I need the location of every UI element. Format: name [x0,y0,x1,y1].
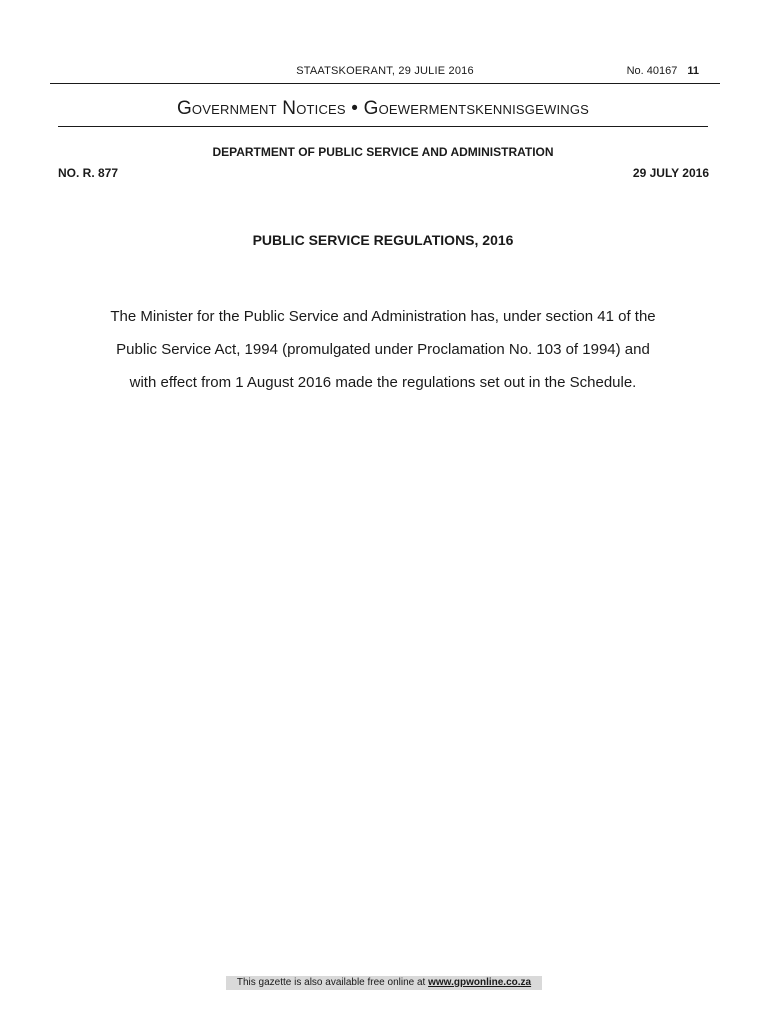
notice-number: NO. R. 877 [58,166,119,180]
body-line: with effect from 1 August 2016 made the regulations set out in the Schedule. [129,374,637,391]
footer-text: This gazette is also available free online at [236,977,426,988]
department-name: DEPARTMENT OF PUBLIC SERVICE AND ADMINISTRATION [212,145,554,159]
footer-url-link[interactable]: www.gpwonline.co.za [428,977,532,988]
issue-number [627,65,699,77]
body-line: Public Service Act, 1994 (promulgated under Proclamation No. 103 of 1994) and [116,341,650,358]
notice-date: 29 JULY 2016 [632,166,709,180]
header-rule [50,83,720,84]
gazette-date: STAATSKOERANT, 29 JULIE 2016 [296,65,474,77]
issue-number-text: No. 40167 [626,65,678,77]
page-number: 11 [687,65,699,77]
body-line: The Minister for the Public Service and Administration has, under section 41 of the [110,308,656,325]
running-header [50,62,720,82]
footer-banner [226,976,542,990]
section-heading: Government Notices • Goewermentskennisgewings [176,98,590,119]
body-paragraph [58,306,708,405]
heading-rule [58,126,708,127]
regulations-title: PUBLIC SERVICE REGULATIONS, 2016 [252,232,514,248]
